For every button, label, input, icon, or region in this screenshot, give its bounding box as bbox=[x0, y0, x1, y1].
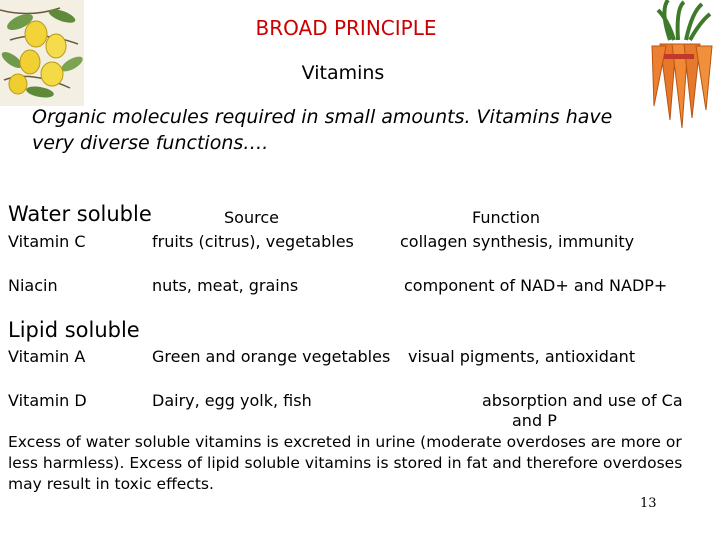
vitamin-function-continued: and P bbox=[512, 411, 557, 430]
slide-title: BROAD PRINCIPLE bbox=[255, 16, 437, 40]
lipid-soluble-heading: Lipid soluble bbox=[8, 318, 140, 342]
intro-text: Organic molecules required in small amounts. Vitamins have very diverse functions…. bbox=[32, 106, 613, 154]
vitamin-function: component of NAD+ and NADP+ bbox=[404, 276, 668, 295]
vitamin-source: Dairy, egg yolk, fish bbox=[152, 391, 312, 410]
overdose-note: Excess of water soluble vitamins is excreted in urine (moderate overdoses are more or less harmless). Excess of lipid soluble vitamins is stored in fat and therefore overdoses may result in toxic effects. bbox=[8, 433, 683, 493]
vitamin-source: Green and orange vegetables bbox=[152, 347, 391, 366]
page-number: 13 bbox=[640, 496, 657, 511]
vitamin-function: absorption and use of Ca bbox=[482, 391, 683, 410]
function-header: Function bbox=[472, 208, 541, 227]
vitamin-name: Vitamin A bbox=[8, 347, 86, 366]
vitamin-source: fruits (citrus), vegetables bbox=[152, 232, 354, 251]
vitamin-function: collagen synthesis, immunity bbox=[400, 232, 635, 251]
vitamin-name: Vitamin D bbox=[8, 391, 87, 410]
vitamin-function: visual pigments, antioxidant bbox=[408, 347, 636, 366]
vitamin-name: Vitamin C bbox=[8, 232, 86, 251]
slide-subtitle: Vitamins bbox=[301, 62, 385, 84]
vitamin-name: Niacin bbox=[8, 276, 58, 295]
vitamin-source: nuts, meat, grains bbox=[152, 276, 299, 295]
water-soluble-heading: Water soluble bbox=[8, 202, 152, 226]
source-header: Source bbox=[224, 208, 279, 227]
